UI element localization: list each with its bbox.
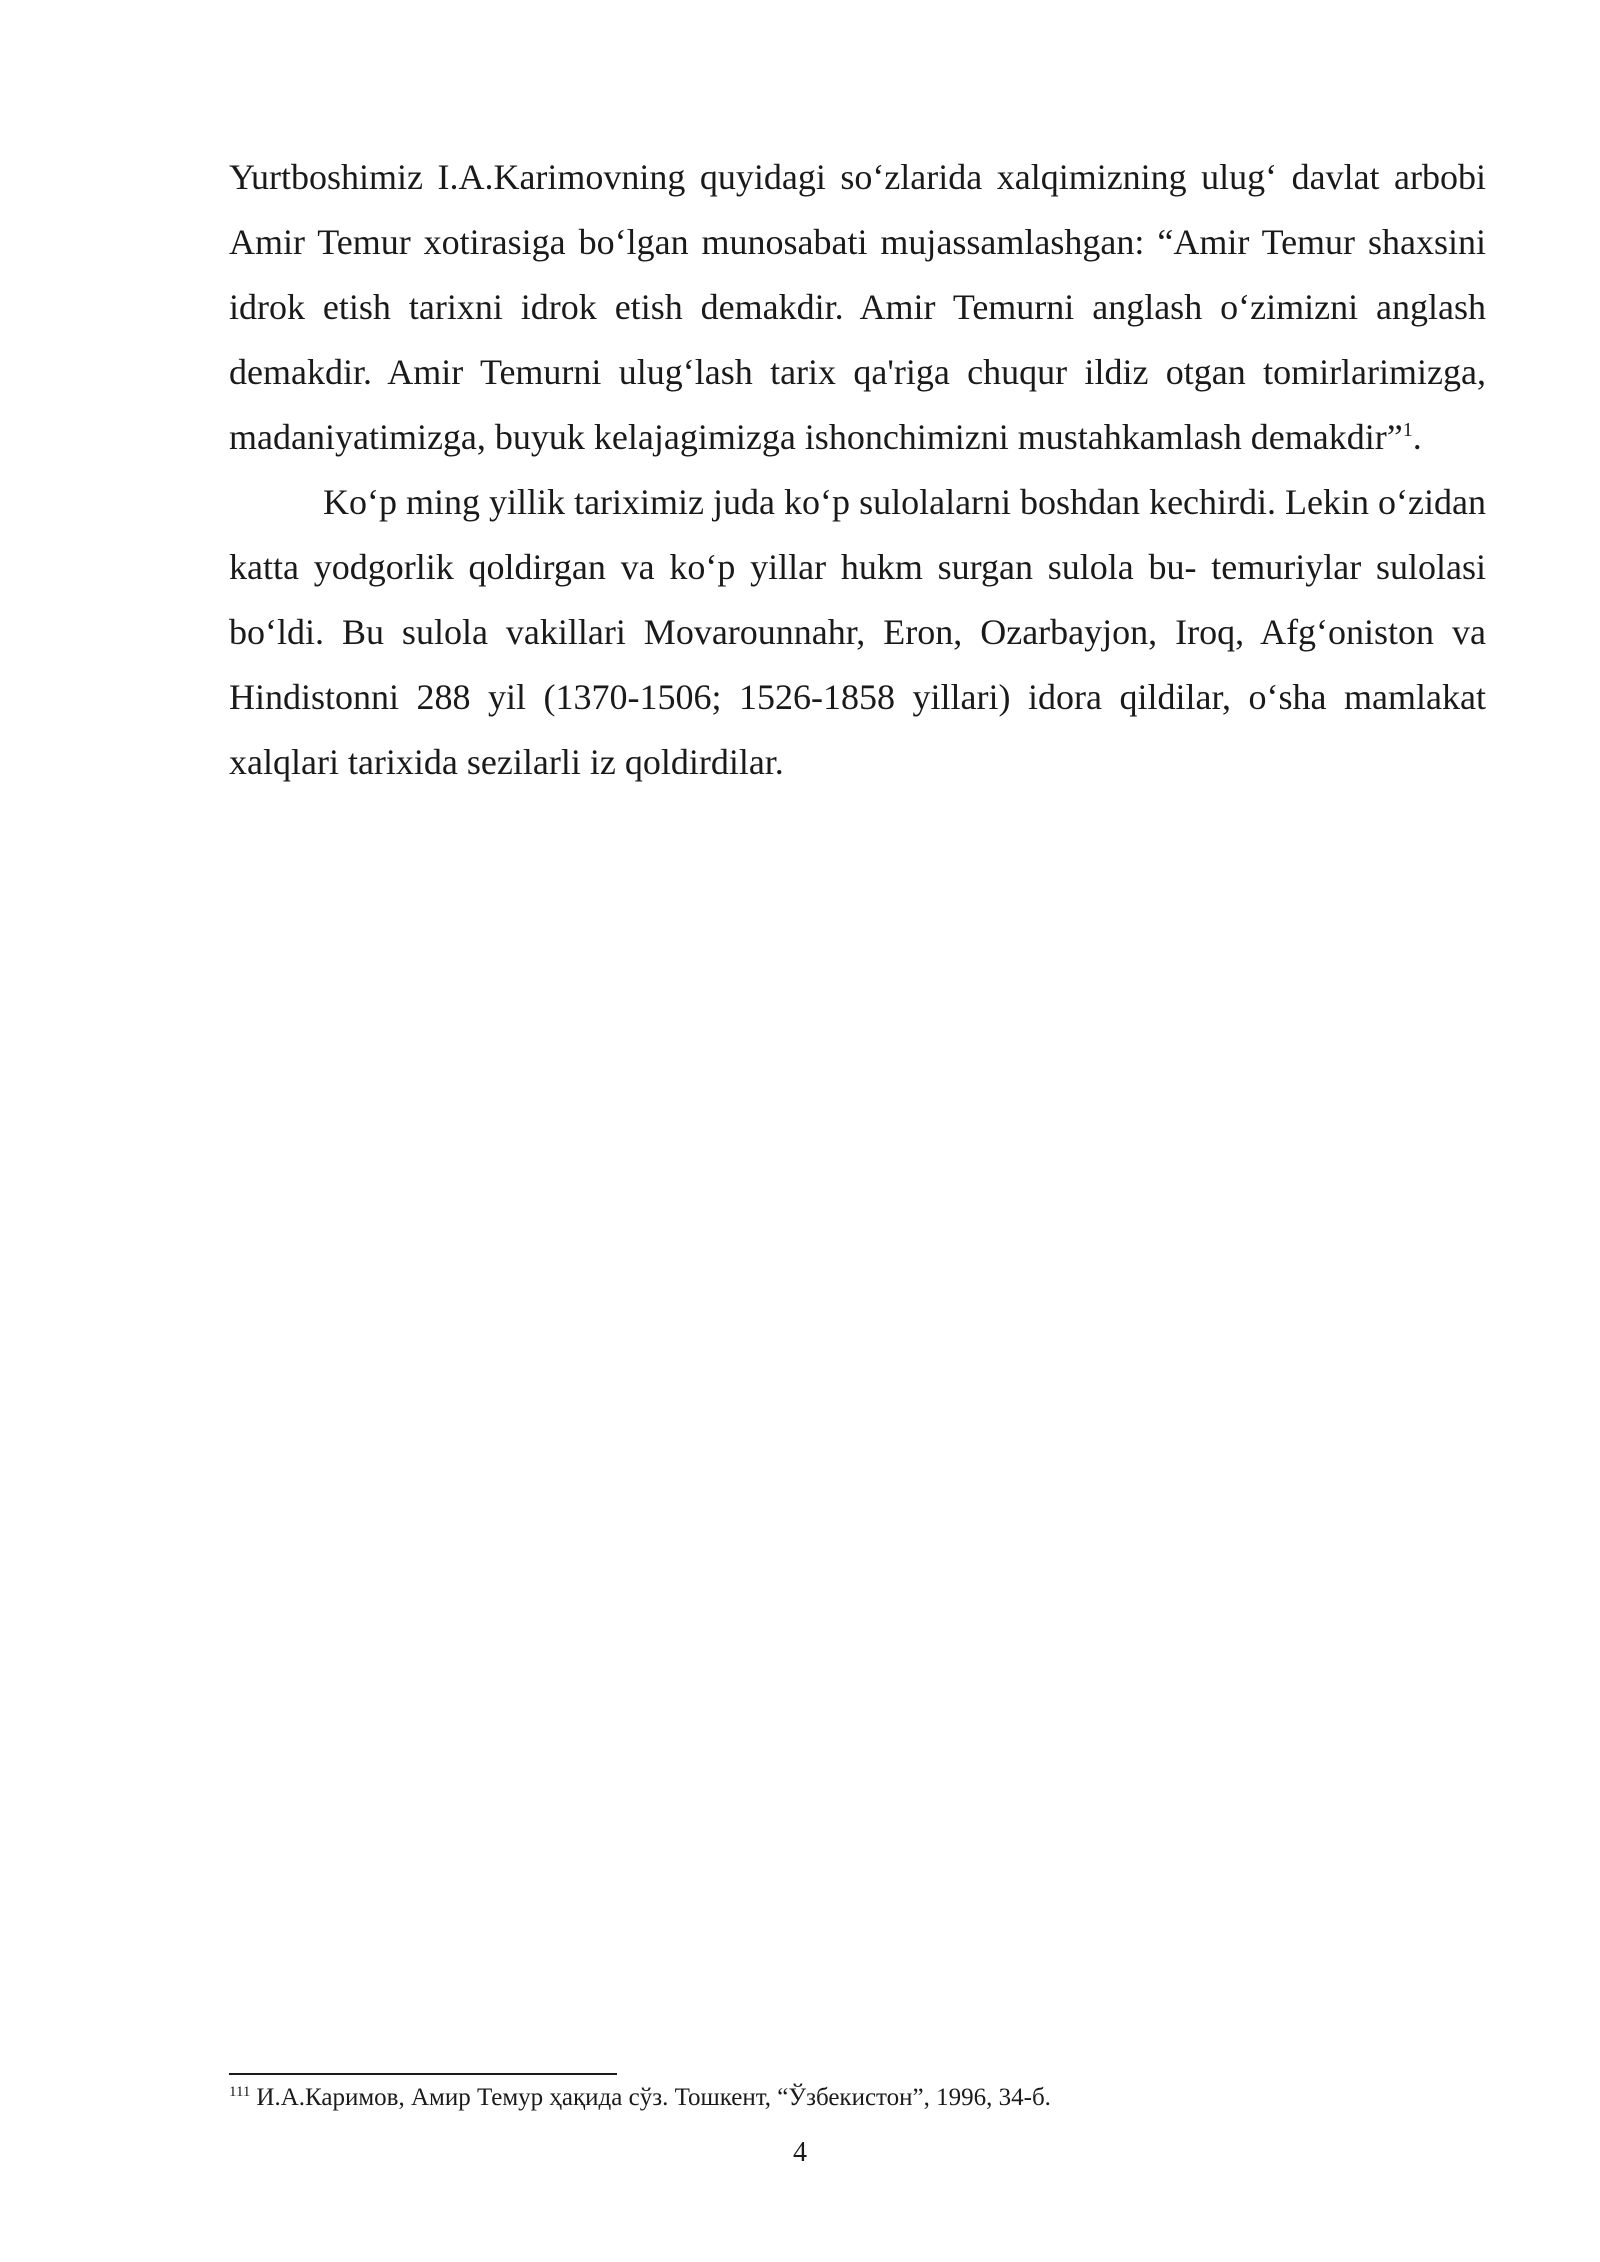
footnote-reference[interactable]: 1 xyxy=(1402,419,1413,441)
paragraph-2 xyxy=(229,470,1486,795)
paragraph-1 xyxy=(229,145,1486,470)
footnote-text: И.А.Каримов, Амир Темур ҳақида сўз. Тошкент, “Ўзбекистон”, 1996, 34-б. xyxy=(256,2084,1051,2111)
paragraph-1-text: Yurtboshimiz I.A.Karimovning quyidagi so‘zlarida xalqimizning ulug‘ davlat arbobi Amir Temur xotirasiga bo‘lgan munosabati mujassamlashgan: “Amir Temur shaxsini idrok etish tarixni idrok etish demakdir. Amir Temurni anglash o‘zimizni anglash demakdir. Amir Temurni ulug‘lash tarix qa'riga chuqur ildiz otgan tomirlarimizga, madaniyatimizga, buyuk kelajagimizga ishonchimizni mustahkamlash demakdir” xyxy=(229,157,1486,457)
paragraph-2-text: Ko‘p ming yillik tariximiz juda ko‘p sulolalarni boshdan kechirdi. Lekin o‘zidan katta yodgorlik qoldirgan va ko‘p yillar hukm surgan sulola bu- temuriylar sulolasi bo‘ldi. Bu sulola vakillari Movarounnahr, Eron, Ozarbayjon, Iroq, Afg‘oniston va Hindistonni 288 yil (1370-1506; 1526-1858 yillari) idora qildilar, o‘sha mamlakat xalqlari tarixida sezilarli iz qoldirdilar. xyxy=(229,482,1486,782)
footnote-separator xyxy=(229,2073,617,2075)
paragraph-1-tail: . xyxy=(1412,417,1422,457)
footnote xyxy=(229,2081,1486,2115)
footnote-marker: 111 xyxy=(229,2083,251,2100)
body-text xyxy=(229,145,1486,795)
page-number: 4 xyxy=(793,2137,807,2168)
